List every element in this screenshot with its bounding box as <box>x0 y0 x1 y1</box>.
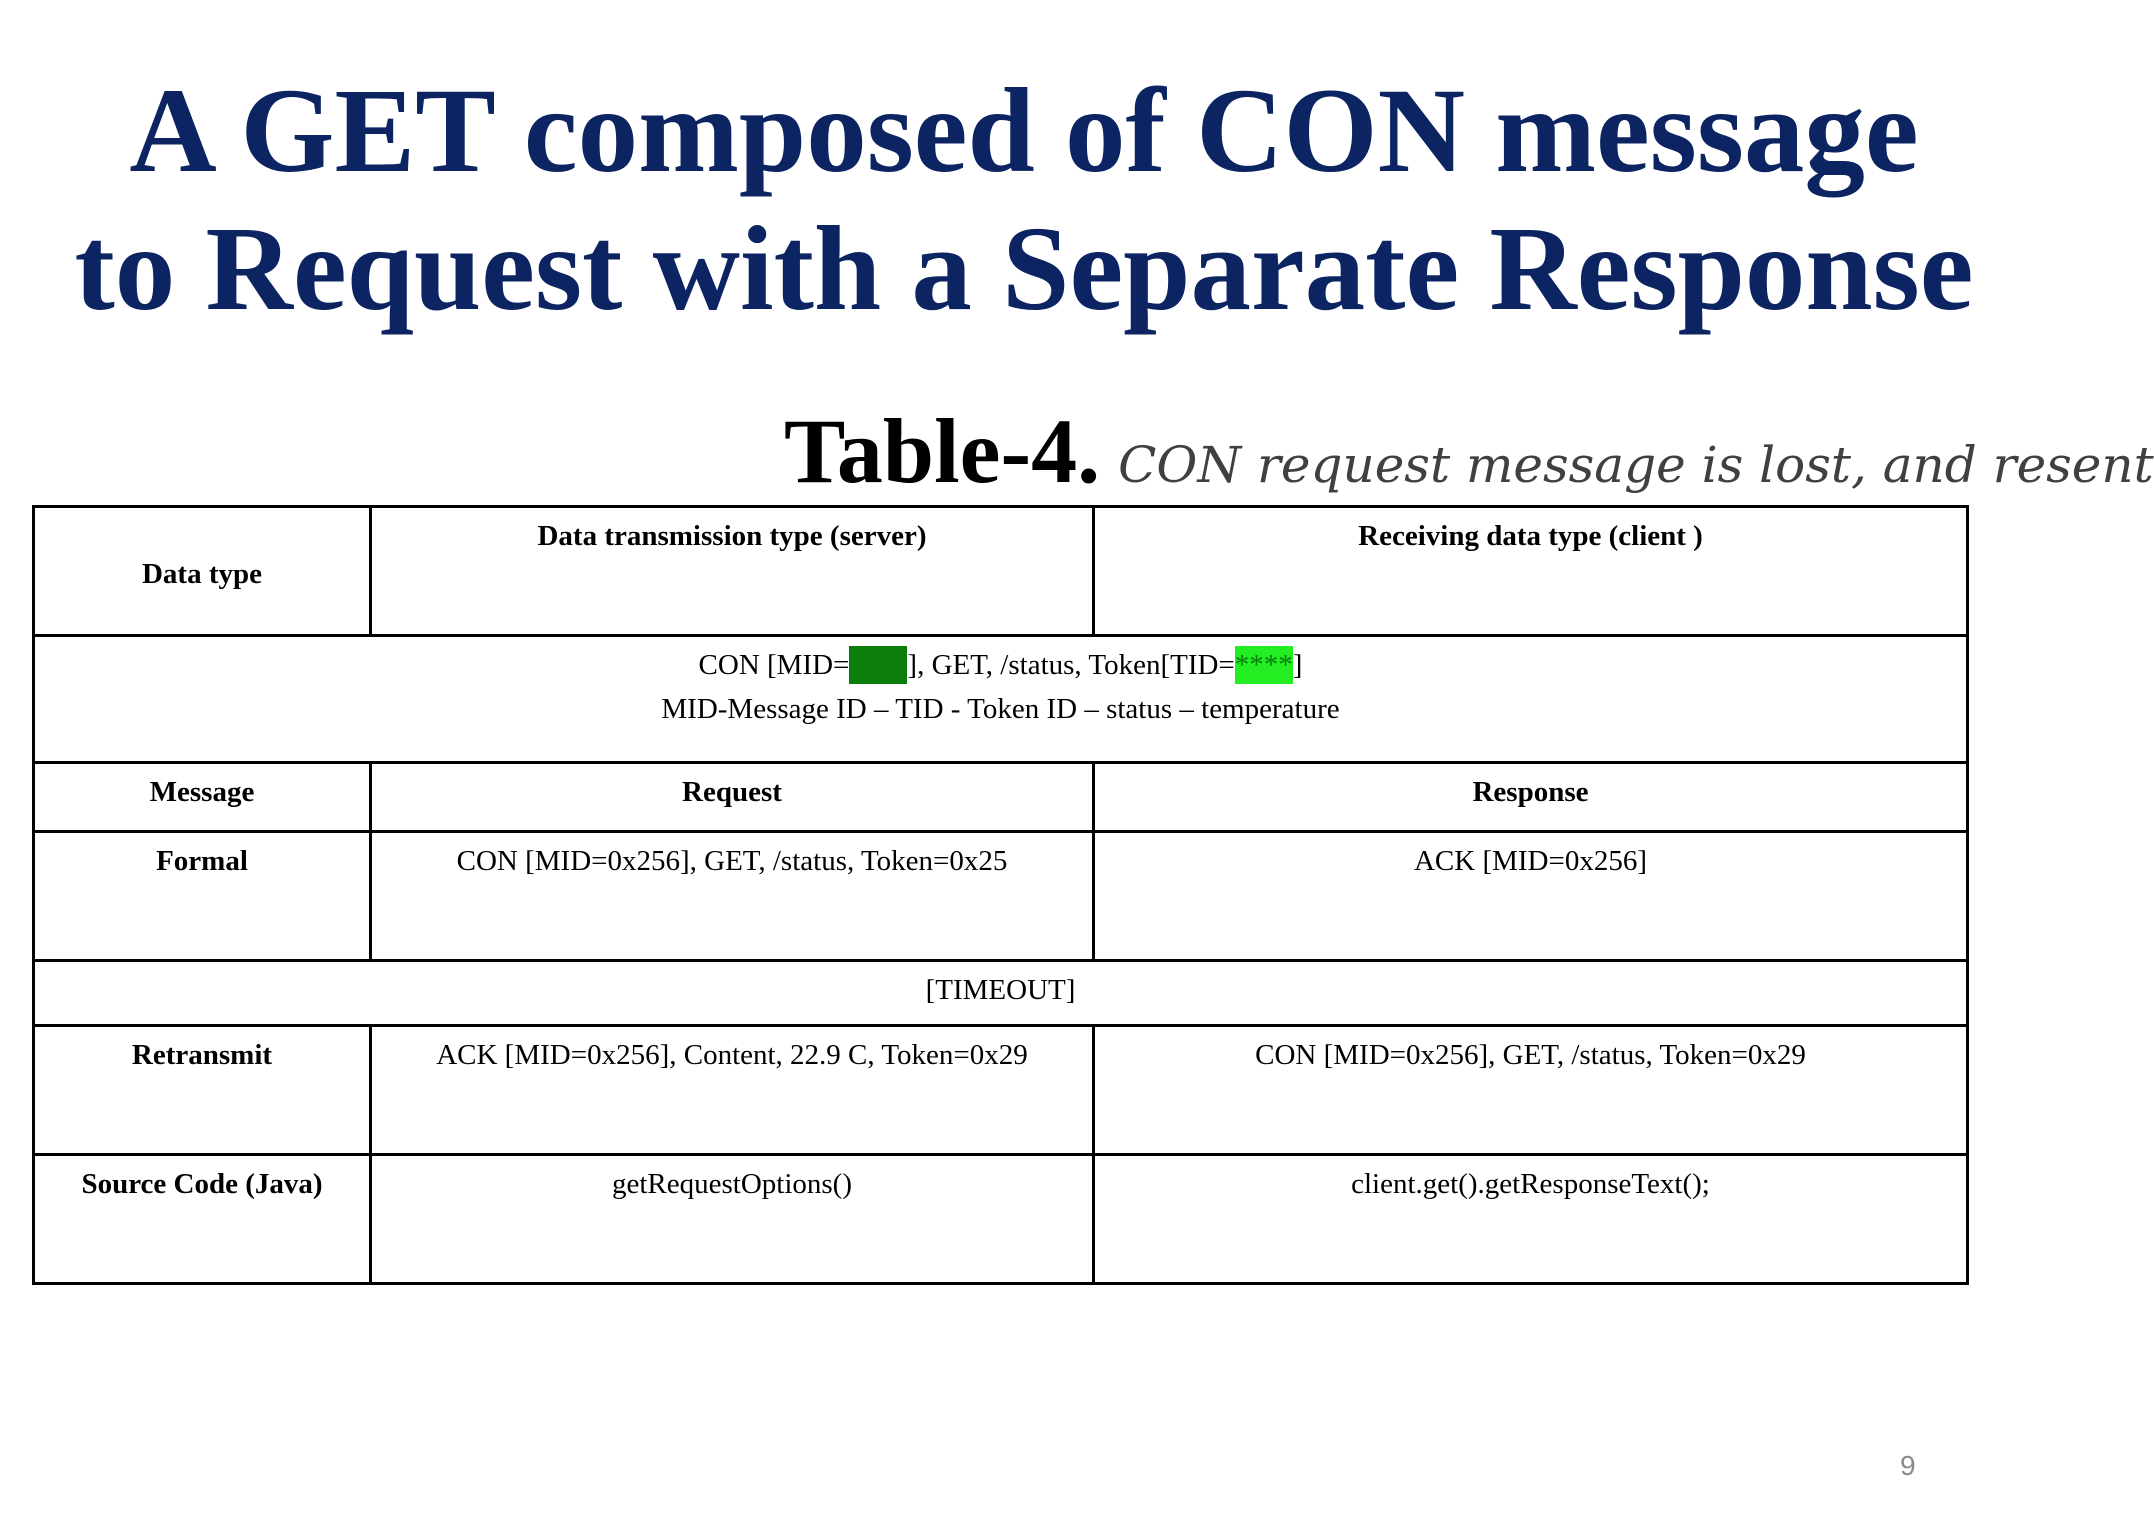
request-label: Request <box>371 763 1094 832</box>
format-legend-row <box>34 636 1968 763</box>
header-receiving-type: Receiving data type (client ) <box>1094 507 1968 636</box>
formal-label: Formal <box>34 832 371 961</box>
source-code-server: getRequestOptions() <box>371 1155 1094 1284</box>
header-transmission-type: Data transmission type (server) <box>371 507 1094 636</box>
format-legend-line: MID-Message ID – TID - Token ID – status – temperature <box>661 693 1340 725</box>
slide-title-line1: A GET composed of CON message <box>129 64 1919 198</box>
source-code-client: client.get().getResponseText(); <box>1094 1155 1968 1284</box>
format-prefix: CON [MID= <box>698 649 850 681</box>
slide-title <box>0 62 2048 338</box>
coap-message-table <box>32 505 1969 1285</box>
retransmit-label: Retransmit <box>34 1026 371 1155</box>
format-middle: ], GET, /status, Token[TID= <box>907 649 1235 681</box>
formal-response: ACK [MID=0x256] <box>1094 832 1968 961</box>
tid-mask-highlight: **** <box>1235 646 1293 684</box>
timeout-row <box>34 961 1968 1026</box>
timeout-cell: [TIMEOUT] <box>34 961 1968 1026</box>
formal-request: CON [MID=0x256], GET, /status, Token=0x25 <box>371 832 1094 961</box>
source-code-label: Source Code (Java) <box>34 1155 371 1284</box>
retransmit-request: ACK [MID=0x256], Content, 22.9 C, Token=0x29 <box>371 1026 1094 1155</box>
format-template-line <box>43 643 1958 687</box>
slide-title-line2: to Request with a Separate Response <box>74 202 1974 336</box>
retransmit-row <box>34 1026 1968 1155</box>
page-number: 9 <box>1900 1450 1916 1481</box>
table-caption <box>784 398 2154 504</box>
message-header-row <box>34 763 1968 832</box>
message-label: Message <box>34 763 371 832</box>
formal-row <box>34 832 1968 961</box>
header-data-type: Data type <box>34 507 371 636</box>
table-caption-text: CON request message is lost, and resent <box>1118 436 2154 494</box>
response-label: Response <box>1094 763 1968 832</box>
table-header-row <box>34 507 1968 636</box>
retransmit-response: CON [MID=0x256], GET, /status, Token=0x29 <box>1094 1026 1968 1155</box>
mid-mask-highlight: **** <box>849 646 907 684</box>
format-suffix: ] <box>1292 649 1303 681</box>
format-legend-cell <box>34 636 1968 763</box>
table-caption-label: Table-4. <box>784 400 1101 502</box>
source-code-row <box>34 1155 1968 1284</box>
